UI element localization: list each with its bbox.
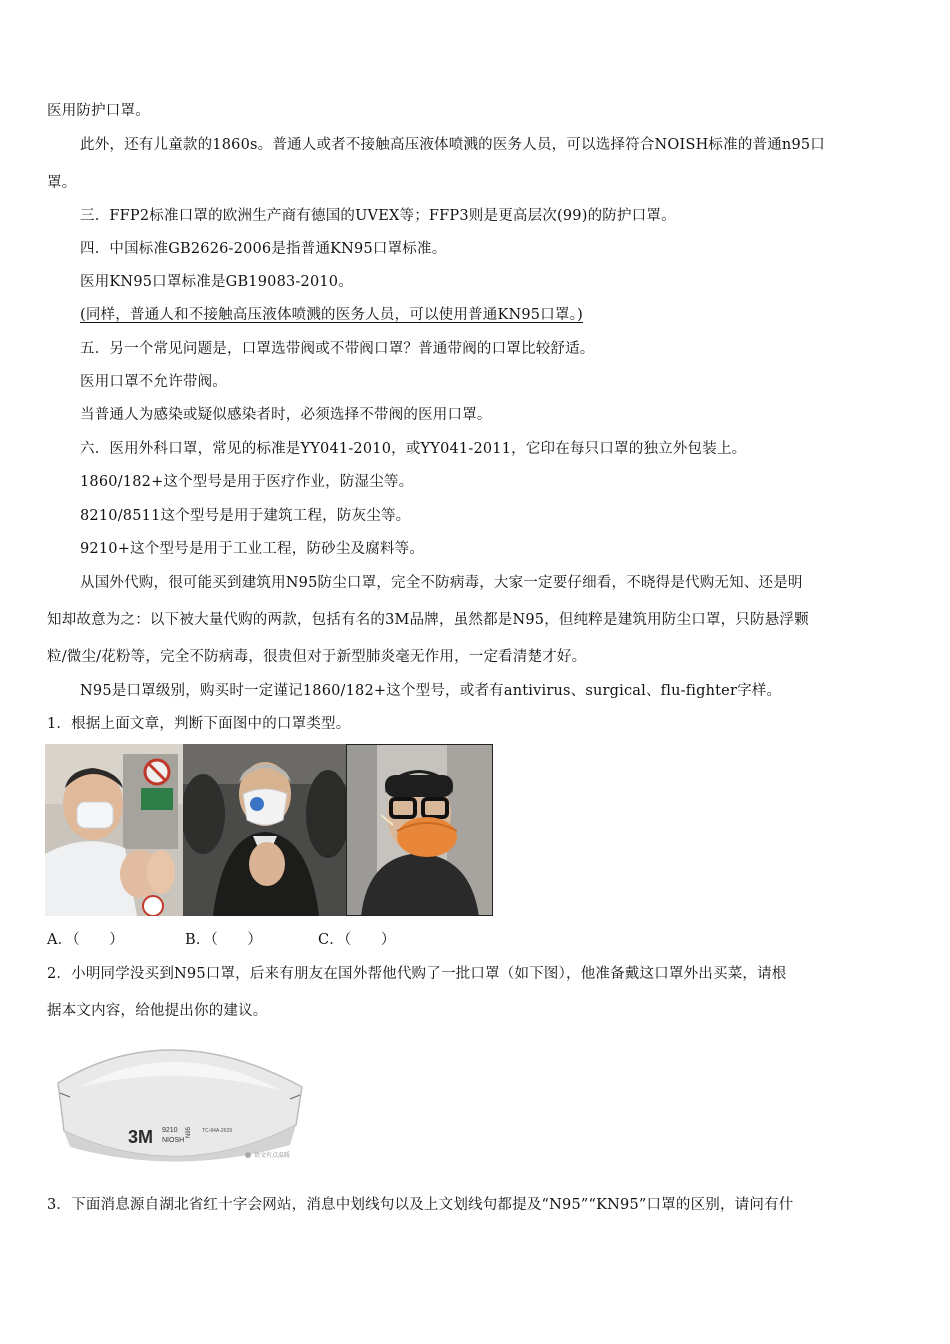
svg-text:TC-84A-2629: TC-84A-2629 bbox=[202, 1128, 233, 1134]
question-2-line-2: 据本文内容，给他提出你的建议。 bbox=[47, 1003, 268, 1019]
svg-text:9210: 9210 bbox=[162, 1127, 178, 1134]
article-line: 五．另一个常见问题是，口罩选带阀或不带阀口罩？普通带阀的口罩比较舒适。 bbox=[80, 341, 595, 357]
3m-mask-photo bbox=[50, 1035, 312, 1168]
mask-photos bbox=[45, 744, 493, 916]
3m-logo bbox=[128, 1127, 153, 1147]
article-line: 从国外代购，很可能买到建筑用N95防尘口罩，完全不防病毒，大家一定要仔细看，不晓得是代购无知、还是明 bbox=[80, 575, 803, 591]
article-line: 医用KN95口罩标准是GB19083-2010。 bbox=[80, 274, 353, 290]
article-line: 知却故意为之：以下被大量代购的两款，包括有名的3M品牌，虽然都是N95，但纯粹是建筑用防尘口罩，只防悬浮颗 bbox=[47, 612, 809, 628]
article-line: 三．FFP2标准口罩的欧洲生产商有德国的UVEX等；FFP3则是更高层次(99)的防护口罩。 bbox=[80, 208, 676, 224]
article-line: 六．医用外科口罩，常见的标准是YY041-2010，或YY041-2011，它印在每只口罩的独立外包装上。 bbox=[80, 441, 747, 457]
underlined-sentence: (同样，普通人和不接触高压液体喷溅的医务人员，可以使用普通KN95口罩。) bbox=[80, 307, 583, 323]
photo-b bbox=[183, 744, 346, 916]
photo-a bbox=[45, 744, 183, 916]
article-line: 当普通人为感染或疑似感染者时，必须选择不带阀的医用口罩。 bbox=[80, 407, 492, 423]
article-line: 1860/182+这个型号是用于医疗作业，防湿尘等。 bbox=[80, 474, 414, 490]
article-line: 8210/8511这个型号是用于建筑工程，防灰尘等。 bbox=[80, 508, 411, 524]
option-a: A．（ ） bbox=[47, 932, 124, 948]
article-line: 罩。 bbox=[47, 175, 77, 191]
question-1: 1．根据上面文章，判断下面图中的口罩类型。 bbox=[47, 716, 351, 732]
article-line: 四．中国标准GB2626-2006是指普通KN95口罩标准。 bbox=[80, 241, 447, 257]
question-3: 3．下面消息源自湖北省红十字会网站，消息中划线句以及上文划线句都提及“N95”“KN95”口罩的区别，请问有什 bbox=[47, 1197, 794, 1213]
article-line: 医用口罩不允许带阀。 bbox=[80, 374, 227, 390]
svg-text:3M: 3M bbox=[128, 1127, 154, 1147]
svg-text:N95: N95 bbox=[186, 1126, 192, 1138]
question-2-line-1: 2．小明同学没买到N95口罩，后来有朋友在国外帮他代购了一批口罩（如下图），他准备戴这口罩外出买菜，请根 bbox=[47, 966, 787, 982]
svg-text:NIOSH: NIOSH bbox=[162, 1137, 185, 1144]
article-line: 此外，还有儿童款的1860s。普通人或者不接触高压液体喷溅的医务人员，可以选择符合NOISH标准的普通n95口 bbox=[80, 137, 826, 153]
photo-c bbox=[346, 744, 493, 916]
option-c: C．（ ） bbox=[318, 932, 396, 948]
article-line: 医用防护口罩。 bbox=[47, 103, 150, 119]
article-line: 9210+这个型号是用于工业工程，防砂尘及腐料等。 bbox=[80, 541, 425, 557]
article-line: 粒/微尘/花粉等，完全不防病毒，很贵但对于新型肺炎毫无作用，一定看清楚才好。 bbox=[47, 649, 587, 665]
option-b: B．（ ） bbox=[185, 932, 263, 948]
svg-text:语文有点温暖: 语文有点温暖 bbox=[254, 1152, 291, 1159]
article-line: N95是口罩级别，购买时一定谨记1860/182+这个型号，或者有antivirus、surgical、flu-fighter字样。 bbox=[80, 683, 782, 699]
